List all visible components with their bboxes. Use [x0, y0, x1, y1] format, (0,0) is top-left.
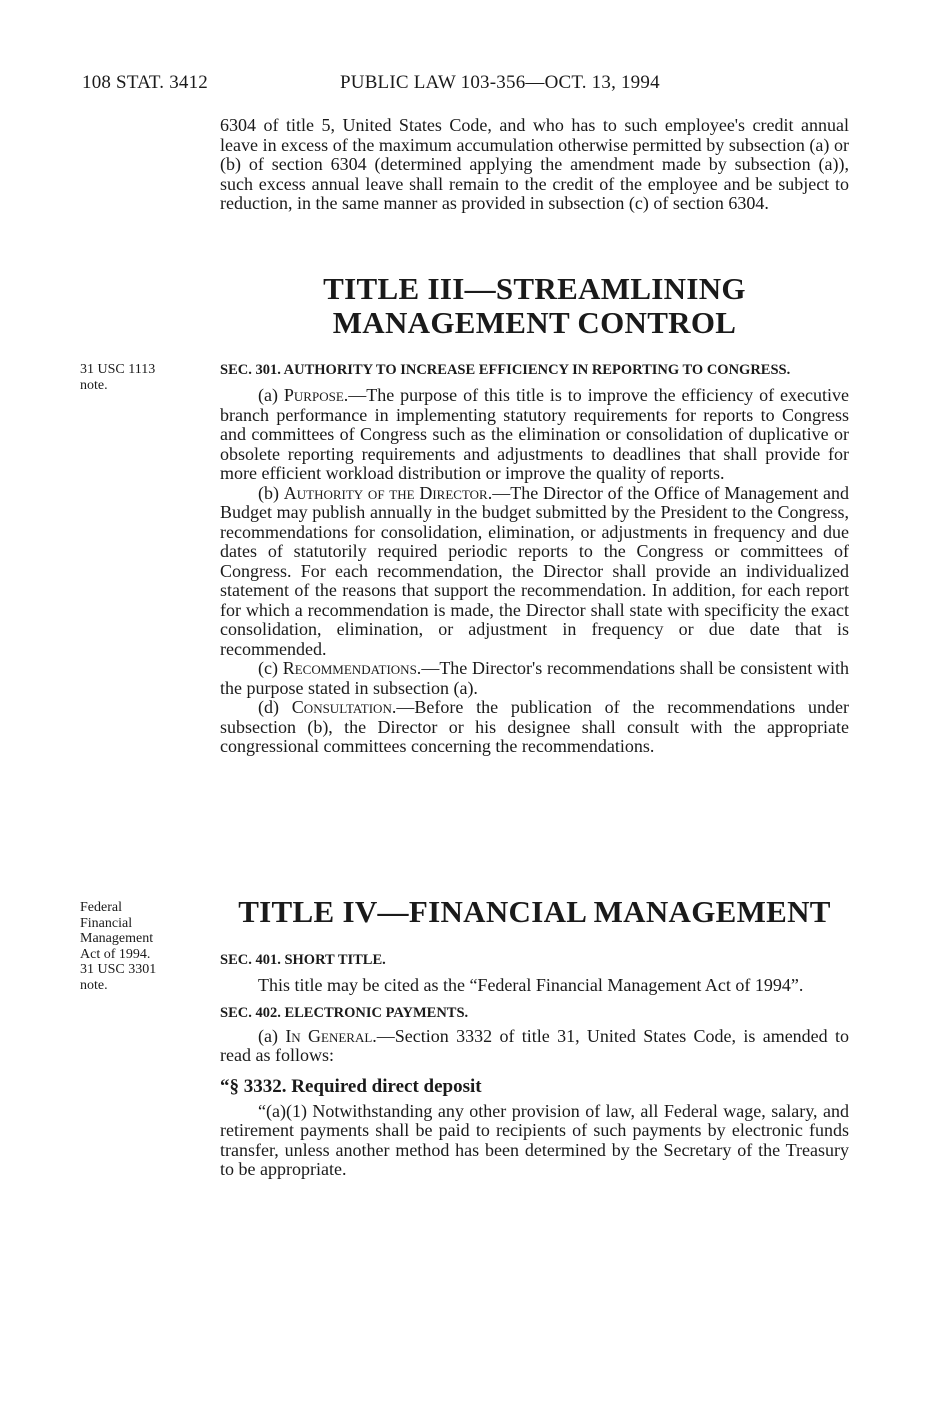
- carryover-paragraph: 6304 of title 5, United States Code, and who has to such employee's credit annual leave in excess of the maximum accumulation otherwise permitted by subsection (a) or (b) of section 6304 (determined applying the amendment made by subsection (a)), such excess annual leave shall remain to the credit of the employee and be subject to reduction, in the same manner as provided in subsection (c) of section 6304.: [220, 115, 849, 213]
- sec-301-heading: SEC. 301. AUTHORITY TO INCREASE EFFICIENCY IN REPORTING TO CONGRESS.: [220, 362, 791, 378]
- public-law-header: PUBLIC LAW 103-356—OCT. 13, 1994: [340, 72, 660, 93]
- title-iv-heading: TITLE IV—FINANCIAL MANAGEMENT: [238, 894, 831, 929]
- title-iii-heading: [220, 272, 849, 340]
- margin-note-line: 31 USC 1113: [80, 362, 156, 377]
- margin-note-line: Federal: [80, 900, 122, 915]
- subsection-text: —Section 3332 of title 31, United States Code, is amended to read as follows:: [220, 1025, 850, 1065]
- section-3332-heading: “§ 3332. Required direct deposit: [220, 1075, 482, 1097]
- margin-note-31-usc-1113: [80, 362, 200, 393]
- subsection-caption: In General.: [285, 1025, 377, 1046]
- section-301: [220, 361, 849, 757]
- subsection-text: —Before the publication of the recommendations under subsection (b), the Director or his designee shall consult with the appropriate congressional committees concerning the recommendations.: [220, 697, 849, 756]
- margin-note-line: 31 USC 3301: [80, 962, 157, 977]
- sec-401-text: This title may be cited as the “Federal Financial Management Act of 1994”.: [258, 975, 804, 995]
- subsection-label: (d): [258, 697, 292, 717]
- subsection-label: (a): [258, 385, 284, 405]
- sec-402-subsection-a: [220, 1027, 849, 1066]
- margin-note-line: Financial: [80, 915, 133, 931]
- subsection-label: (c): [258, 658, 283, 678]
- subsection-text: —The Director of the Office of Management and Budget may publish annually in the budget submitted by the President to the Congress, recommendations for consolidation, elimination, or adjustments in frequency and due dates of statutorily required periodic reports to the Congress or committees of Congress. For each recommendation, the Director shall provide an individualized statement of the reasons that support the recommendation. In addition, for each report for which a recommendation is made, the Director shall state with specificity the exact consolidation, elimination, or adjustment in frequency or due date that is recommended.: [220, 482, 849, 659]
- sec-301-subsection-d: [220, 698, 849, 757]
- sec-301-subsection-a: [220, 386, 849, 484]
- subsection-caption: Recommendations.: [282, 658, 422, 678]
- subsection-text: —The Director's recommendations shall be consistent with the purpose stated in subsection (a).: [220, 658, 849, 698]
- title-iii-line1: TITLE III—STREAMLINING: [323, 271, 746, 306]
- subsection-label: (a): [258, 1025, 286, 1046]
- section-3332-a1: “(a)(1) Notwithstanding any other provision of law, all Federal wage, salary, and retirement payments shall be paid to recipients of such payments by electronic funds transfer, unless another method has been determined by the Secretary of the Treasury to be appropriate.: [220, 1100, 849, 1179]
- title-iv-body: [220, 951, 849, 1180]
- margin-note-ffma: [80, 900, 200, 993]
- margin-note-line: Management: [80, 931, 154, 946]
- subsection-caption: Authority of the Director.: [283, 482, 493, 503]
- sec-402-heading: SEC. 402. ELECTRONIC PAYMENTS.: [220, 1004, 469, 1021]
- margin-note-line: note.: [80, 977, 108, 993]
- title-iii-line2: MANAGEMENT CONTROL: [332, 305, 737, 340]
- sec-301-subsection-b: [220, 484, 849, 660]
- stat-citation: 108 STAT. 3412: [82, 72, 209, 93]
- margin-note-line: Act of 1994.: [80, 946, 151, 962]
- subsection-text: —The purpose of this title is to improve the efficiency of executive branch performance in implementing statutory requirements for reports to Congress and committees of Congress such as the elimination or consolidation of duplicative or obsolete reporting requirements and adjustments to deadlines that shall provide for more efficient workload distribution or improve the quality of reports.: [220, 385, 849, 483]
- sec-401-heading: SEC. 401. SHORT TITLE.: [220, 952, 386, 968]
- sec-301-subsection-c: [220, 659, 849, 698]
- subsection-caption: Purpose.: [283, 385, 349, 405]
- subsection-caption: Consultation.: [291, 697, 397, 717]
- margin-note-line: note.: [80, 377, 108, 393]
- subsection-label: (b): [258, 482, 284, 503]
- carryover-block: [220, 116, 849, 214]
